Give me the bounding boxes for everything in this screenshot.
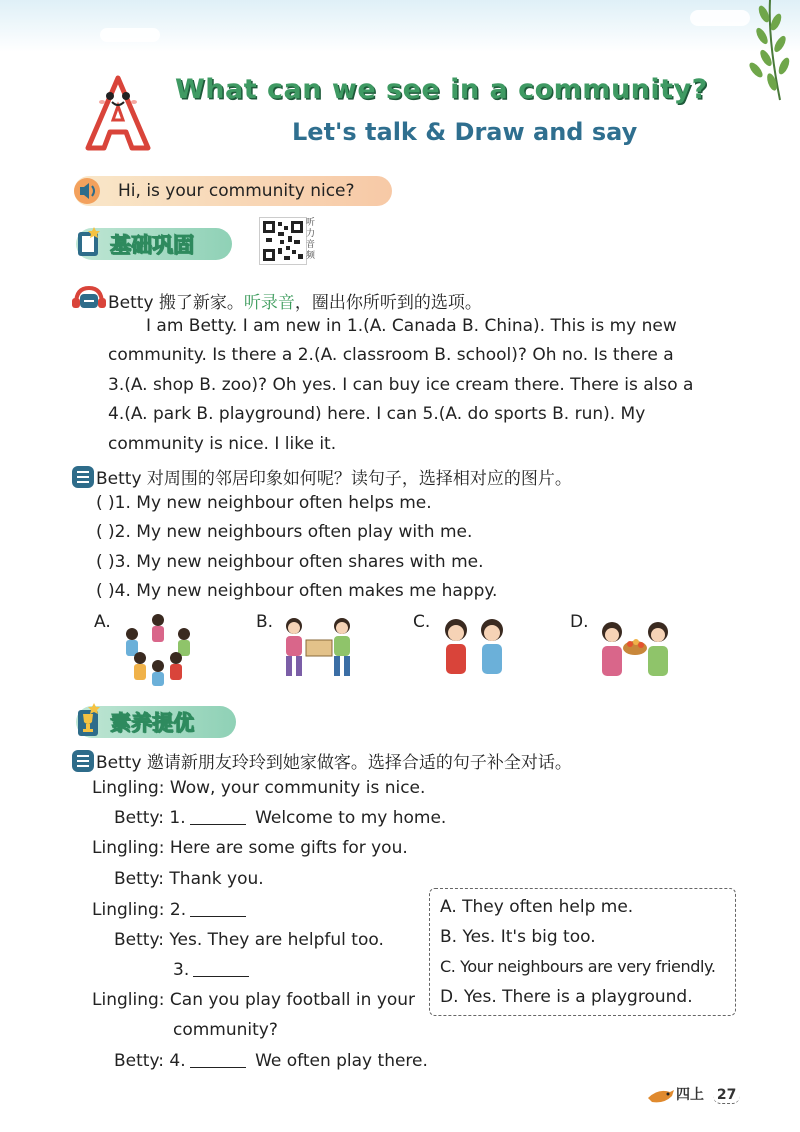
- picture-kids-playing-circle: [118, 612, 198, 688]
- dialogue-text: Welcome to my home.: [255, 808, 447, 828]
- qr-label-char: 力: [306, 229, 316, 239]
- dialogue-line-betty-2: [114, 869, 264, 889]
- dialogue-line-betty-1: [114, 808, 446, 828]
- q1-passage-line: 3.(A. shop B. zoo)? Oh yes. I can buy ice cream there. There is also a: [108, 375, 694, 395]
- dialogue-text: We often play there.: [255, 1051, 428, 1071]
- cloud-decoration: [100, 28, 160, 42]
- dialogue-text: Can you play football in your: [169, 990, 416, 1010]
- option-d: D. Yes. There is a playground.: [440, 987, 693, 1007]
- blank-number: 2.: [169, 900, 187, 920]
- answer-blank-1[interactable]: [190, 824, 246, 825]
- answer-blank-2[interactable]: [190, 916, 246, 917]
- page-number: 27: [713, 1087, 740, 1104]
- unit-a-mascot-icon: [82, 72, 154, 154]
- speaker-betty: Betty:: [114, 1051, 165, 1071]
- headphones-number-one-icon: [70, 284, 108, 310]
- q2-item: ( )2. My new neighbours often play with me.: [96, 522, 473, 542]
- picture-label-c: C.: [413, 612, 431, 632]
- picture-label-b: B.: [256, 612, 274, 632]
- dialogue-line-lingling-2: [92, 838, 408, 858]
- speaker-betty: Betty:: [114, 869, 165, 889]
- grade-label: 四上: [676, 1087, 704, 1103]
- option-c: C. Your neighbours are very friendly.: [440, 957, 716, 976]
- picture-label-a: A.: [94, 612, 111, 632]
- dialogue-line-betty-4: [114, 1051, 428, 1071]
- q1-instruction-prefix: Betty 搬了新家。: [108, 293, 244, 313]
- question-two-badge-icon: [72, 466, 94, 488]
- dialogue-line-lingling-1: [92, 778, 425, 798]
- bird-icon: [646, 1084, 676, 1106]
- listening-qr-code[interactable]: [259, 217, 307, 265]
- speaker-icon[interactable]: [72, 176, 106, 206]
- picture-kids-sharing-food: [596, 618, 676, 680]
- qr-label-char: 听: [306, 218, 316, 228]
- willow-branch-illustration: [740, 0, 800, 110]
- dialogue-text: Wow, your community is nice.: [169, 778, 426, 798]
- blank-number: 4.: [169, 1051, 186, 1071]
- q2-item: ( )1. My new neighbour often helps me.: [96, 493, 432, 513]
- q1-instruction: [108, 288, 482, 313]
- speaker-lingling: Lingling:: [92, 838, 165, 858]
- q2-item: ( )4. My new neighbour often makes me happy.: [96, 581, 498, 601]
- speaker-betty: Betty:: [114, 930, 165, 950]
- qr-label-char: 频: [306, 251, 316, 261]
- section-basic-title: 基础巩固: [110, 233, 194, 257]
- lesson-title: What can we see in a community?: [175, 74, 708, 105]
- qr-label-char: 音: [306, 240, 316, 250]
- option-b: B. Yes. It's big too.: [440, 927, 596, 947]
- dialogue-line-lingling-3: [92, 900, 250, 920]
- q1-passage-line: community is nice. I like it.: [108, 434, 337, 454]
- notebook-icon: [74, 226, 104, 262]
- q1-passage-line: I am Betty. I am new in 1.(A. Canada B. China). This is my new: [146, 316, 677, 336]
- q1-instruction-listen: 听录音: [243, 293, 295, 313]
- talk-prompt-text: Hi, is your community nice?: [118, 181, 355, 201]
- blank-number: 3.: [173, 960, 190, 980]
- speaker-lingling: Lingling:: [92, 778, 165, 798]
- lesson-subtitle: Let's talk & Draw and say: [292, 118, 638, 146]
- page-footer: [676, 1084, 740, 1104]
- dialogue-line-lingling-4: [92, 990, 415, 1010]
- q1-passage-line: 4.(A. park B. playground) here. I can 5.(A. do sports B. run). My: [108, 404, 646, 424]
- dialogue-line-betty-3: [114, 930, 384, 950]
- picture-kids-chatting: [436, 616, 516, 678]
- answer-blank-4[interactable]: [190, 1067, 246, 1068]
- speaker-lingling: Lingling:: [92, 900, 165, 920]
- speaker-lingling: Lingling:: [92, 990, 165, 1010]
- option-a: A. They often help me.: [440, 897, 634, 917]
- dialogue-text: Thank you.: [169, 869, 264, 889]
- talk-prompt-bar: [74, 176, 392, 206]
- qr-label: [306, 218, 318, 262]
- dialogue-text: Here are some gifts for you.: [169, 838, 408, 858]
- dialogue-text: Yes. They are helpful too.: [169, 930, 384, 950]
- dialogue-line-betty-3b: [173, 960, 253, 980]
- dialogue-line-lingling-4b: community?: [173, 1020, 278, 1040]
- answer-blank-3[interactable]: [193, 976, 249, 977]
- speaker-betty: Betty:: [114, 808, 165, 828]
- picture-kids-carrying-box: [276, 616, 360, 682]
- q1-passage-line: community. Is there a 2.(A. classroom B. school)? Oh no. Is there a: [108, 345, 674, 365]
- q2-instruction: Betty 对周围的邻居印象如何呢？读句子，选择相对应的图片。: [96, 469, 572, 489]
- q2-item: ( )3. My new neighbour often shares with me.: [96, 552, 484, 572]
- picture-label-d: D.: [570, 612, 589, 632]
- section-improve-title: 素养提优: [110, 711, 194, 735]
- q1-instruction-suffix: ，圈出你所听到的选项。: [294, 293, 482, 313]
- q3-instruction: Betty 邀请新朋友玲玲到她家做客。选择合适的句子补全对话。: [96, 753, 572, 773]
- top-banner: [0, 0, 800, 52]
- question-three-badge-icon: [72, 750, 94, 772]
- trophy-icon: [74, 702, 104, 740]
- blank-number: 1.: [169, 808, 186, 828]
